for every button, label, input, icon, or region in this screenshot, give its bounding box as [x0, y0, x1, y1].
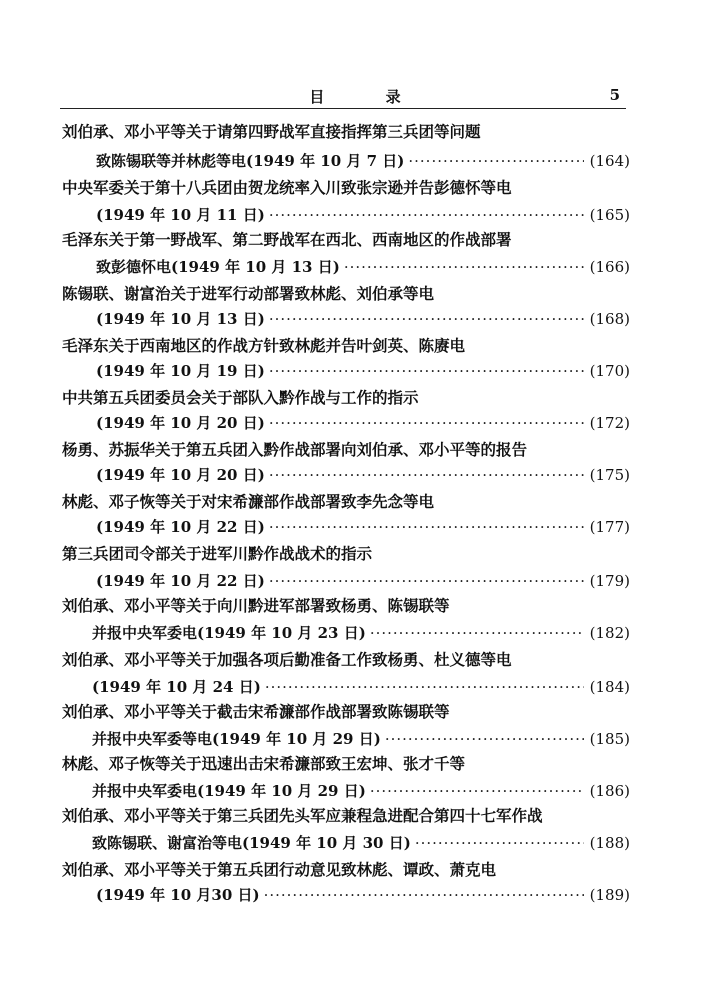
leader-dots — [269, 572, 584, 590]
toc-entry-detail: (1949 年 10 月30 日) — [96, 886, 260, 904]
leader-dots — [269, 518, 584, 536]
toc-entry-title: 林彪、邓子恢等关于对宋希濂部作战部署致李先念等电 — [62, 492, 435, 511]
toc-entry-continuation — [92, 676, 630, 697]
toc-entry-detail: (1949 年 10 月 19 日) — [96, 362, 265, 380]
toc-entry-continuation — [96, 308, 630, 329]
toc-entry-title: 刘伯承、邓小平等关于第五兵团行动意见致林彪、谭政、萧克电 — [62, 860, 497, 879]
toc-entry-continuation — [96, 204, 630, 225]
toc-entry-title: 刘伯承、邓小平等关于加强各项后勤准备工作致杨勇、杜义德等电 — [62, 650, 512, 669]
toc-entry-detail: 并报中央军委电(1949 年 10 月 23 日) — [92, 624, 366, 642]
toc-page-ref: (188) — [589, 834, 630, 852]
toc-entry-title: 刘伯承、邓小平等关于向川黔进军部署致杨勇、陈锡联等 — [62, 596, 450, 615]
toc-entry-title: 毛泽东关于第一野战军、第二野战军在西北、西南地区的作战部署 — [62, 230, 512, 249]
leader-dots — [385, 730, 584, 748]
leader-dots — [344, 258, 584, 276]
toc-entry-continuation — [96, 464, 630, 485]
toc-entry-detail: (1949 年 10 月 20 日) — [96, 414, 265, 432]
toc-entry-title: 中共第五兵团委员会关于部队入黔作战与工作的指示 — [62, 388, 419, 407]
toc-entry-detail: 致彭德怀电(1949 年 10 月 13 日) — [96, 258, 340, 276]
leader-dots — [265, 678, 584, 696]
toc-page-ref: (177) — [589, 518, 630, 536]
leader-dots — [269, 310, 584, 328]
leader-dots — [264, 886, 584, 904]
header-rule — [60, 108, 626, 109]
toc-entry-title: 中央军委关于第十八兵团由贺龙统率入川致张宗逊并告彭德怀等电 — [62, 178, 512, 197]
toc-page-ref: (164) — [589, 152, 630, 170]
leader-dots — [269, 206, 584, 224]
toc-entry-continuation — [96, 150, 630, 171]
toc-page-ref: (168) — [589, 310, 630, 328]
toc-entry-continuation — [96, 516, 630, 537]
leader-dots — [370, 782, 584, 800]
toc-page-ref: (170) — [589, 362, 630, 380]
toc-page-ref: (172) — [589, 414, 630, 432]
toc-entry-title: 毛泽东关于西南地区的作战方针致林彪并告叶剑英、陈赓电 — [62, 336, 466, 355]
toc-entry-detail: (1949 年 10 月 13 日) — [96, 310, 265, 328]
toc-entry-detail: (1949 年 10 月 20 日) — [96, 466, 265, 484]
toc-entry-continuation — [96, 360, 630, 381]
toc-entry-detail: 并报中央军委等电(1949 年 10 月 29 日) — [92, 730, 381, 748]
toc-page-ref: (166) — [589, 258, 630, 276]
toc-entry-title: 第三兵团司令部关于进军川黔作战战术的指示 — [62, 544, 373, 563]
toc-page-ref: (179) — [589, 572, 630, 590]
toc-page-ref: (175) — [589, 466, 630, 484]
toc-page-ref: (189) — [589, 886, 630, 904]
toc-page-ref: (185) — [589, 730, 630, 748]
toc-entry-continuation — [96, 256, 630, 277]
toc-entry-title: 刘伯承、邓小平等关于第三兵团先头军应兼程急进配合第四十七军作战 — [62, 806, 543, 825]
leader-dots — [269, 362, 584, 380]
toc-entry-detail: (1949 年 10 月 22 日) — [96, 518, 265, 536]
toc-entry-continuation — [92, 780, 630, 801]
toc-entry-continuation — [96, 884, 630, 905]
toc-entry-detail: (1949 年 10 月 24 日) — [92, 678, 261, 696]
toc-page-ref: (182) — [589, 624, 630, 642]
toc-entry-title: 刘伯承、邓小平等关于截击宋希濂部作战部署致陈锡联等 — [62, 702, 450, 721]
toc-entry-detail: (1949 年 10 月 11 日) — [96, 206, 265, 224]
page-number: 5 — [609, 86, 620, 104]
toc-entry-title: 刘伯承、邓小平等关于请第四野战军直接指挥第三兵团等问题 — [62, 122, 481, 141]
toc-entry-continuation — [92, 832, 630, 853]
leader-dots — [269, 414, 584, 432]
toc-entry-continuation — [96, 570, 630, 591]
toc-entry-detail: 并报中央军委电(1949 年 10 月 29 日) — [92, 782, 366, 800]
toc-entry-detail: (1949 年 10 月 22 日) — [96, 572, 265, 590]
leader-dots — [370, 624, 584, 642]
toc-entry-continuation — [92, 622, 630, 643]
toc-entry-detail: 致陈锡联等并林彪等电(1949 年 10 月 7 日) — [96, 152, 405, 170]
leader-dots — [415, 834, 584, 852]
toc-entry-title: 杨勇、苏振华关于第五兵团入黔作战部署向刘伯承、邓小平等的报告 — [62, 440, 528, 459]
leader-dots — [408, 152, 583, 170]
leader-dots — [269, 466, 584, 484]
toc-page-ref: (184) — [589, 678, 630, 696]
toc-page-ref: (186) — [589, 782, 630, 800]
running-header-title: 目 录 — [309, 88, 429, 106]
toc-entry-title: 林彪、邓子恢等关于迅速出击宋希濂部致王宏坤、张才千等 — [62, 754, 466, 773]
toc-entry-title: 陈锡联、谢富治关于进军行动部署致林彪、刘伯承等电 — [62, 284, 435, 303]
toc-entry-continuation — [92, 728, 630, 749]
toc-page-ref: (165) — [589, 206, 630, 224]
toc-entry-continuation — [96, 412, 630, 433]
toc-entry-detail: 致陈锡联、谢富治等电(1949 年 10 月 30 日) — [92, 834, 411, 852]
